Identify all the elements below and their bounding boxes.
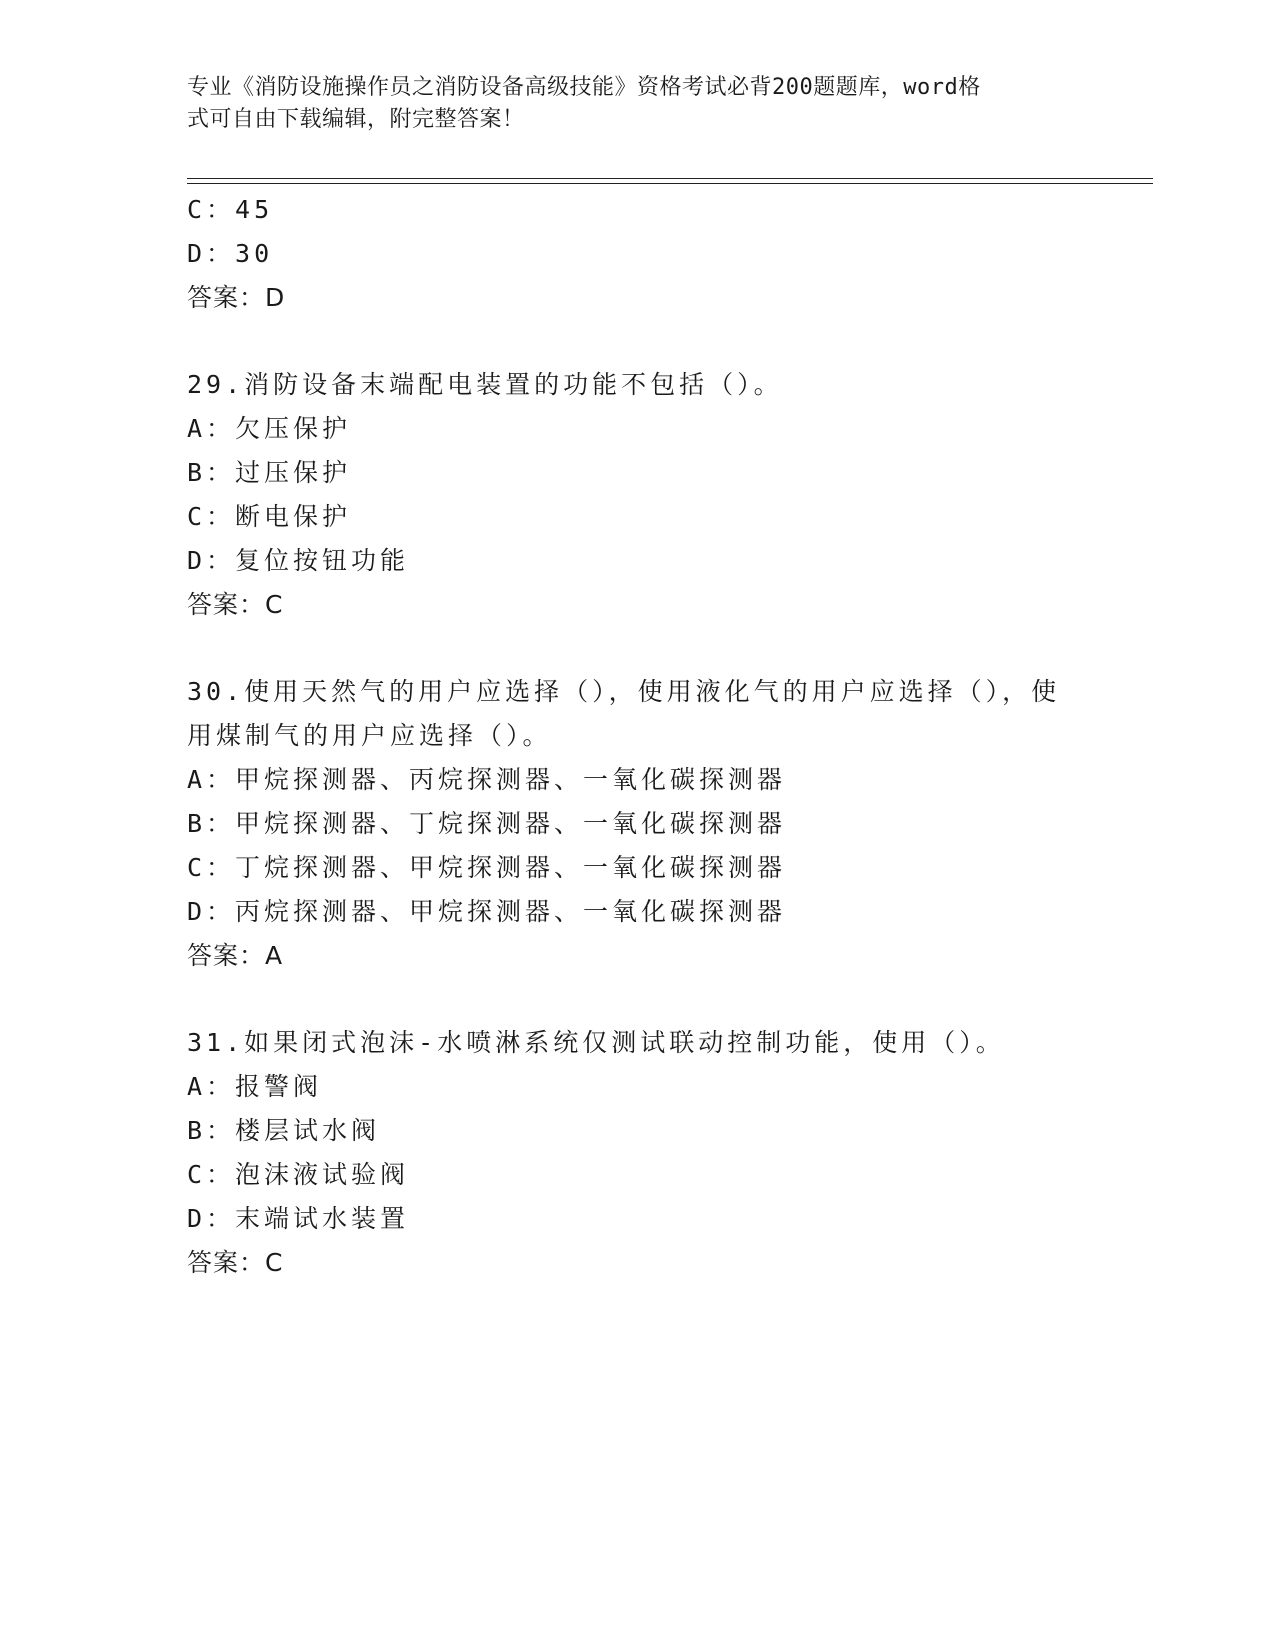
q31-answer: 答案：C: [187, 1248, 284, 1277]
q29-option-c: C：断电保护: [187, 502, 352, 531]
header-line-1: 专业《消防设施操作员之消防设备高级技能》资格考试必背200题题库，word格: [187, 75, 981, 100]
q31-option-b: B：楼层试水阀: [187, 1116, 381, 1145]
q30-stem-line-1: 30.使用天然气的用户应选择（），使用液化气的用户应选择（），使: [187, 677, 1061, 706]
q30-answer: 答案：A: [187, 941, 284, 970]
q30-option-d: D：丙烷探测器、甲烷探测器、一氧化碳探测器: [187, 897, 787, 926]
q29-stem: 29.消防设备末端配电装置的功能不包括（）。: [187, 370, 783, 399]
header-divider-top: [187, 178, 1153, 179]
q29-option-d: D：复位按钮功能: [187, 546, 410, 575]
header-line-2: 式可自由下载编辑，附完整答案！: [187, 107, 525, 132]
header-divider-bottom: [187, 183, 1153, 184]
q31-option-d: D：末端试水装置: [187, 1204, 410, 1233]
q28-option-c: C：45: [187, 195, 274, 224]
q30-option-a: A：甲烷探测器、丙烷探测器、一氧化碳探测器: [187, 765, 787, 794]
q31-option-c: C：泡沫液试验阀: [187, 1160, 410, 1189]
q31-stem: 31.如果闭式泡沫-水喷淋系统仅测试联动控制功能，使用（）。: [187, 1028, 1005, 1057]
q30-stem-line-2: 用煤制气的用户应选择（）。: [187, 721, 552, 750]
q28-answer: 答案：D: [187, 283, 286, 312]
q31-option-a: A：报警阀: [187, 1072, 323, 1101]
document-header: [187, 72, 1067, 136]
q30-option-c: C：丁烷探测器、甲烷探测器、一氧化碳探测器: [187, 853, 787, 882]
q29-option-a: A：欠压保护: [187, 414, 352, 443]
q28-option-d: D：30: [187, 239, 274, 268]
q29-answer: 答案：C: [187, 590, 284, 619]
q30-option-b: B：甲烷探测器、丁烷探测器、一氧化碳探测器: [187, 809, 787, 838]
q29-option-b: B：过压保护: [187, 458, 352, 487]
